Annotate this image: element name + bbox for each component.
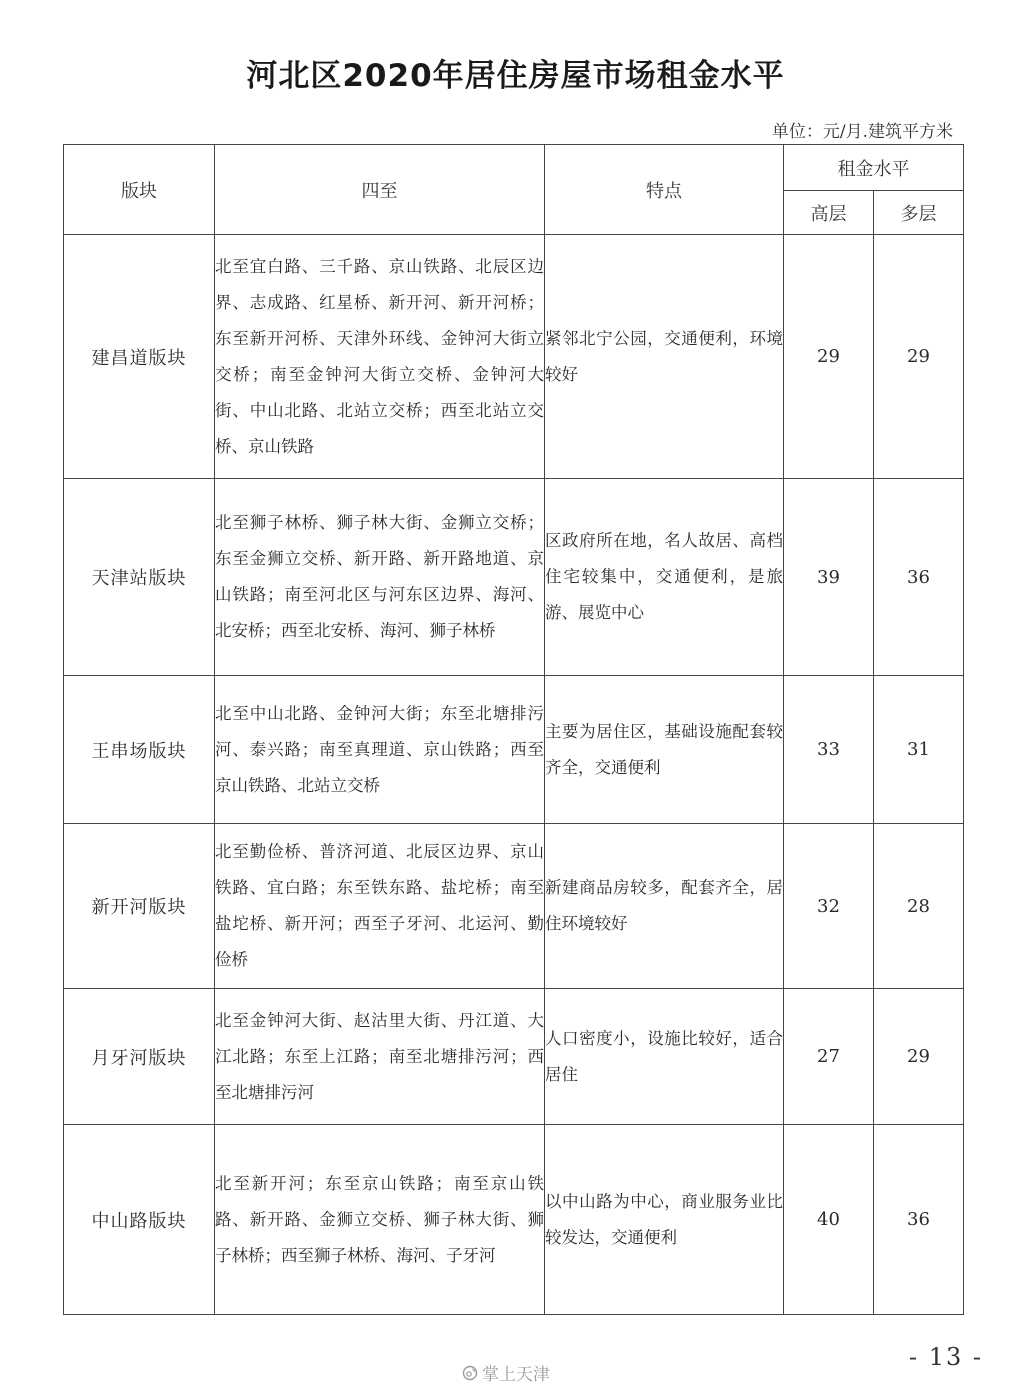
high-rise-rent: 33: [784, 676, 874, 824]
boundaries-cell: 北至宜白路、三千路、京山铁路、北辰区边界、志成路、红星桥、新开河、新开河桥；东至新开河桥、天津外环线、金钟河大街立交桥；南至金钟河大街立交桥、金钟河大街、中山北路、北站立交桥；西至北站立交桥、京山铁路: [215, 235, 545, 479]
features-cell: 人口密度小，设施比较好，适合居住: [545, 989, 784, 1125]
weibo-icon: [462, 1365, 478, 1381]
zone-cell: 新开河版块: [64, 824, 215, 989]
page-number: - 13 -: [908, 1343, 983, 1371]
boundaries-cell: 北至金钟河大街、赵沽里大街、丹江道、大江北路；东至上江路；南至北塘排污河；西至北塘排污河: [215, 989, 545, 1125]
table-row: [64, 824, 964, 989]
high-rise-rent: 27: [784, 989, 874, 1125]
high-rise-rent: 39: [784, 479, 874, 676]
features-cell: 新建商品房较多，配套齐全，居住环境较好: [545, 824, 784, 989]
features-cell: 主要为居住区，基础设施配套较齐全，交通便利: [545, 676, 784, 824]
table-row: [64, 235, 964, 479]
document-title: 河北区2020年居住房屋市场租金水平: [246, 58, 785, 94]
boundaries-cell: 北至狮子林桥、狮子林大街、金狮立交桥；东至金狮立交桥、新开路、新开路地道、京山铁路；南至河北区与河东区边界、海河、北安桥；西至北安桥、海河、狮子林桥: [215, 479, 545, 676]
features-cell: 区政府所在地，名人故居、高档住宅较集中，交通便利，是旅游、展览中心: [545, 479, 784, 676]
header-boundaries: 四至: [215, 145, 545, 235]
header-multi-story: 多层: [874, 191, 964, 235]
high-rise-rent: 32: [784, 824, 874, 989]
zone-cell: 天津站版块: [64, 479, 215, 676]
boundaries-cell: 北至中山北路、金钟河大街；东至北塘排污河、泰兴路；南至真理道、京山铁路；西至京山铁路、北站立交桥: [215, 676, 545, 824]
multi-story-rent: 28: [874, 824, 964, 989]
header-rent-level: 租金水平: [784, 145, 964, 191]
table-row: [64, 479, 964, 676]
zone-cell: 王串场版块: [64, 676, 215, 824]
zone-cell: 月牙河版块: [64, 989, 215, 1125]
table-row: [64, 676, 964, 824]
multi-story-rent: 29: [874, 235, 964, 479]
boundaries-cell: 北至新开河；东至京山铁路；南至京山铁路、新开路、金狮立交桥、狮子林大街、狮子林桥；西至狮子林桥、海河、子牙河: [215, 1125, 545, 1315]
features-cell: 以中山路为中心，商业服务业比较发达，交通便利: [545, 1125, 784, 1315]
watermark-text: 掌上天津: [482, 1365, 550, 1385]
unit-note: 单位：元/月.建筑平方米: [771, 122, 953, 142]
multi-story-rent: 36: [874, 479, 964, 676]
header-high-rise: 高层: [784, 191, 874, 235]
zone-cell: 建昌道版块: [64, 235, 215, 479]
watermark: [462, 1360, 550, 1385]
boundaries-cell: 北至勤俭桥、普济河道、北辰区边界、京山铁路、宜白路；东至铁东路、盐坨桥；南至盐坨桥、新开河；西至子牙河、北运河、勤俭桥: [215, 824, 545, 989]
multi-story-rent: 36: [874, 1125, 964, 1315]
features-cell: 紧邻北宁公园，交通便利，环境较好: [545, 235, 784, 479]
header-zone: 版块: [64, 145, 215, 235]
rent-table: [63, 144, 964, 1315]
header-features: 特点: [545, 145, 784, 235]
multi-story-rent: 29: [874, 989, 964, 1125]
multi-story-rent: 31: [874, 676, 964, 824]
table-row: [64, 989, 964, 1125]
high-rise-rent: 40: [784, 1125, 874, 1315]
table-row: [64, 1125, 964, 1315]
zone-cell: 中山路版块: [64, 1125, 215, 1315]
high-rise-rent: 29: [784, 235, 874, 479]
